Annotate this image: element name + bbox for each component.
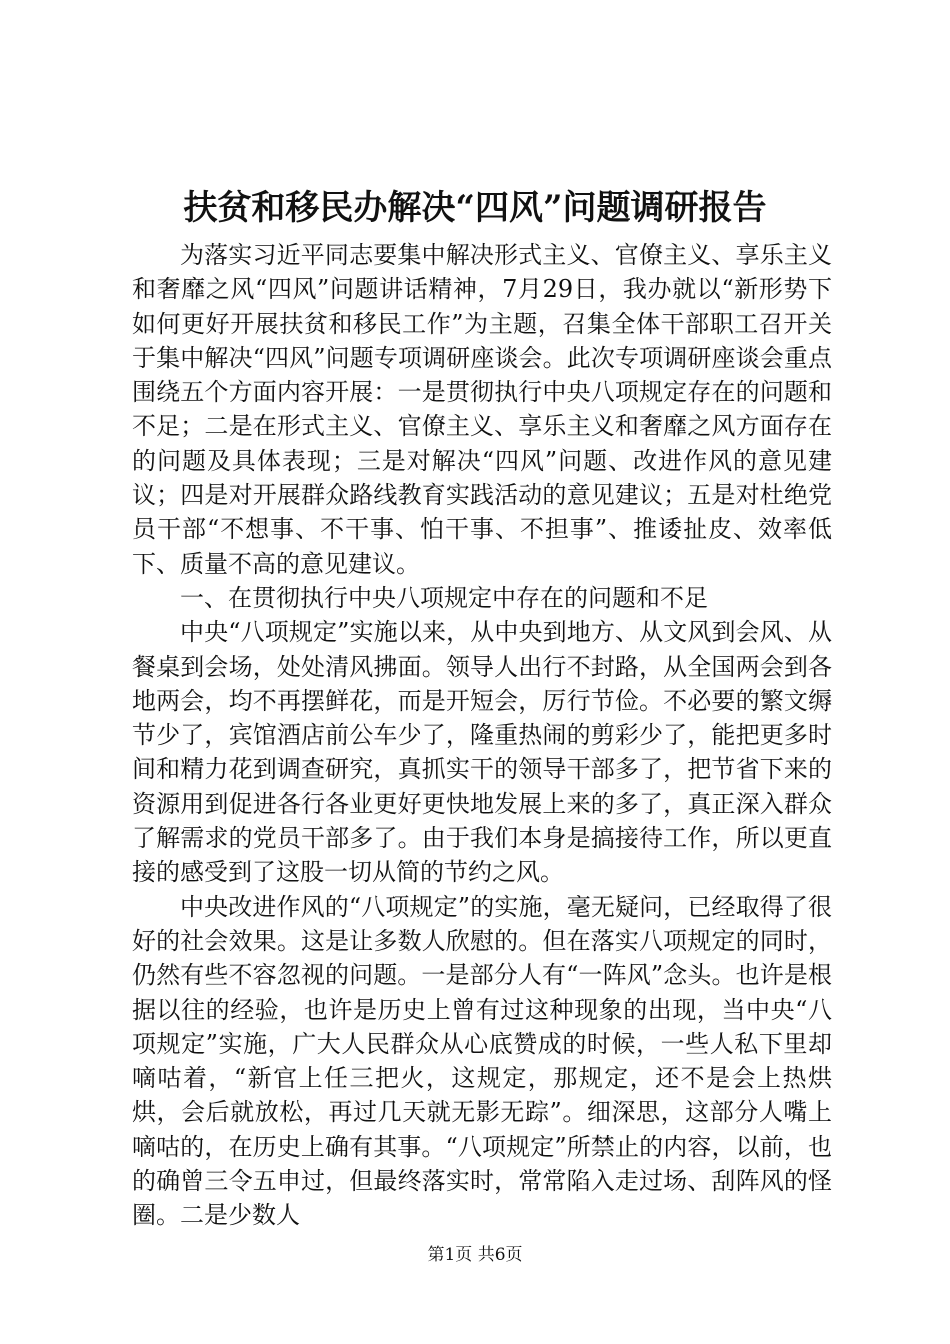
- page-number: 第1页 共6页: [427, 1245, 523, 1265]
- paragraph-1: 中央“八项规定”实施以来，从中央到地方、从文风到会风、从餐桌到会场，处处清风拂面。领导人出行不封路，从全国两会到各地两会，均不再摆鲜花，而是开短会，厉行节俭。不必要的繁文缛节少了，宾馆酒店前公车少了，隆重热闹的剪彩少了，能把更多时间和精力花到调查研究，真抓实干的领导干部多了，把节省下来的资源用到促进各行各业更好更快地发展上来的多了，真正深入群众了解需求的党员干部多了。由于我们本身是搞接待工作，所以更直接的感受到了这股一切从简的节约之风。: [132, 618, 832, 887]
- paragraph-intro: 为落实习近平同志要集中解决形式主义、官僚主义、享乐主义和奢靡之风“四风”问题讲话精神，7月29日，我办就以“新形势下如何更好开展扶贫和移民工作”为主题，召集全体干部职工召开关于集中解决“四风”问题专项调研座谈会。此次专项调研座谈会重点围绕五个方面内容开展：一是贯彻执行中央八项规定存在的问题和不足；二是在形式主义、官僚主义、享乐主义和奢靡之风方面存在的问题及具体表现；三是对解决“四风”问题、改进作风的意见建议；四是对开展群众路线教育实践活动的意见建议；五是对杜绝党员干部“不想事、不干事、怕干事、不担事”、推诿扯皮、效率低下、质量不高的意见建议。: [132, 241, 832, 578]
- document-body: [132, 238, 832, 1233]
- paragraph-2: 中央改进作风的“八项规定”的实施，毫无疑问，已经取得了很好的社会效果。这是让多数人欣慰的。但在落实八项规定的同时，仍然有些不容忽视的问题。一是部分人有“一阵风”念头。也许是根据以往的经验，也许是历史上曾有过这种现象的出现，当中央“八项规定”实施，广大人民群众从心底赞成的时候，一些人私下里却嘀咕着，“新官上任三把火，这规定，那规定，还不是会上热烘烘，会后就放松，再过几天就无影无踪”。细深思，这部分人嘴上嘀咕的，在历史上确有其事。“八项规定”所禁止的内容，以前，也的确曾三令五申过，但最终落实时，常常陷入走过场、刮阵风的怪圈。二是少数人: [132, 892, 832, 1230]
- document-title: 扶贫和移民办解决“四风”问题调研报告: [183, 188, 767, 228]
- section-heading-1: 一、在贯彻执行中央八项规定中存在的问题和不足: [180, 583, 708, 612]
